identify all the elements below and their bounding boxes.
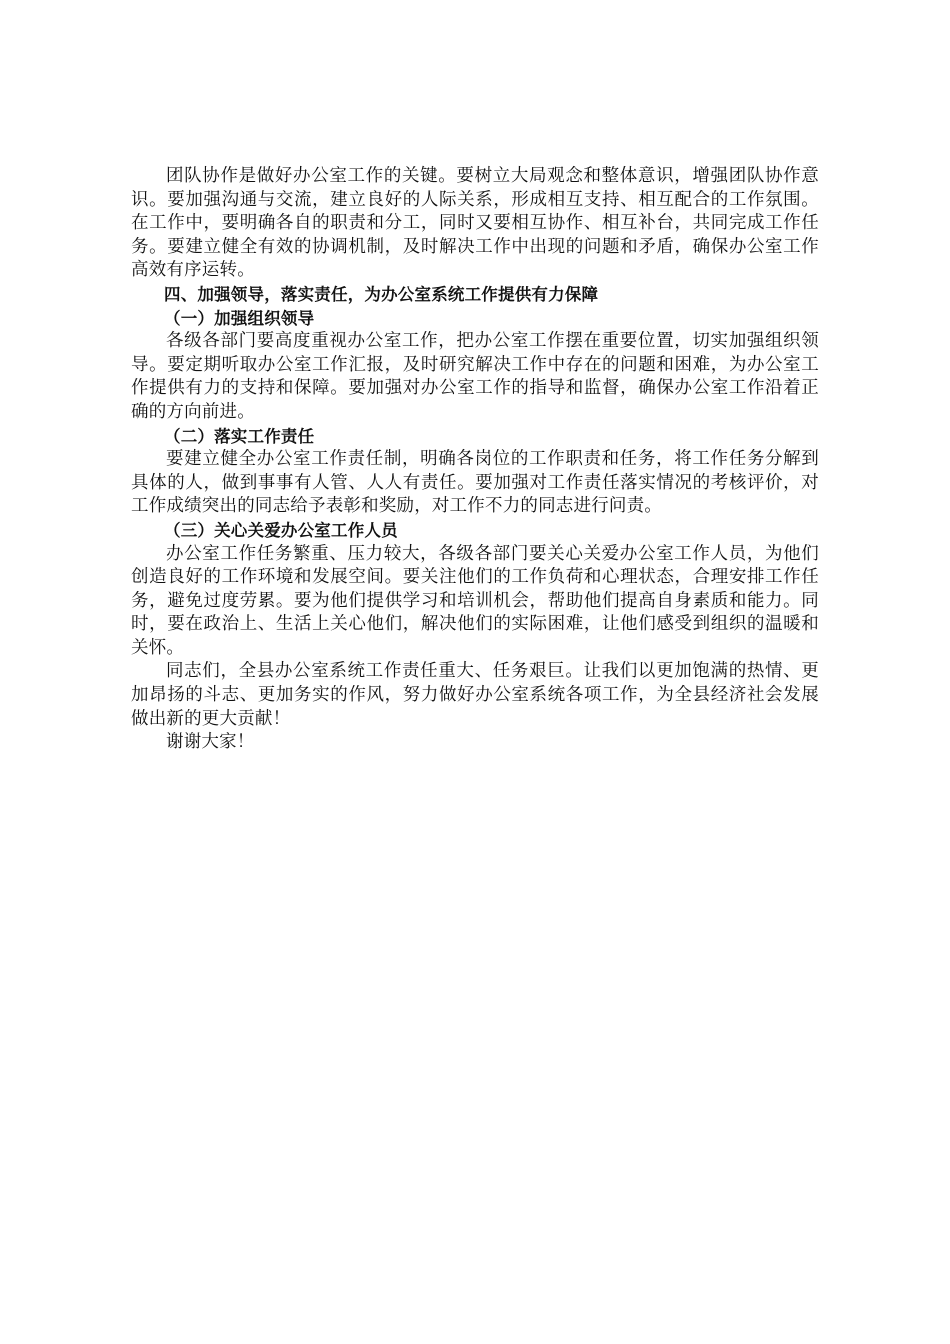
paragraph-care: 办公室工作任务繁重、压力较大，各级各部门要关心关爱办公室工作人员，为他们创造良好的工作环境和发展空间。要关注他们的工作负荷和心理状态，合理安排工作任务，避免过度劳累。要为他们提供学习和培训机会，帮助他们提高自身素质和能力。同时，要在政治上、生活上关心他们，解决他们的实际困难，让他们感受到组织的温暖和关怀。 (131, 543, 819, 658)
paragraph-organization: 各级各部门要高度重视办公室工作，把办公室工作摆在重要位置，切实加强组织领导。要定期听取办公室工作汇报，及时研究解决工作中存在的问题和困难，为办公室工作提供有力的支持和保障。要加强对办公室工作的指导和监督，确保办公室工作沿着正确的方向前进。 (131, 331, 819, 422)
subheading-one: （一）加强组织领导 (164, 308, 315, 328)
subheading-two: （二）落实工作责任 (164, 426, 315, 446)
subheading-three: （三）关心关爱办公室工作人员 (164, 520, 398, 540)
paragraph-closing: 同志们，全县办公室系统工作责任重大、任务艰巨。让我们以更加饱满的热情、更加昂扬的斗志、更加务实的作风，努力做好办公室系统各项工作，为全县经济社会发展做出新的更大贡献！ (131, 661, 819, 729)
paragraph-teamwork: 团队协作是做好办公室工作的关键。要树立大局观念和整体意识，增强团队协作意识。要加强沟通与交流，建立良好的人际关系，形成相互支持、相互配合的工作氛围。在工作中，要明确各自的职责和分工，同时又要相互协作、相互补台，共同完成工作任务。要建立健全有效的协调机制，及时解决工作中出现的问题和矛盾，确保办公室工作高效有序运转。 (131, 166, 819, 281)
section-heading-four: 四、加强领导，落实责任，为办公室系统工作提供有力保障 (164, 284, 599, 304)
paragraph-thanks: 谢谢大家！ (166, 732, 255, 753)
paragraph-responsibility: 要建立健全办公室工作责任制，明确各岗位的工作职责和任务，将工作任务分解到具体的人，做到事事有人管、人人有责任。要加强对工作责任落实情况的考核评价，对工作成绩突出的同志给予表彰和奖励，对工作不力的同志进行问责。 (131, 449, 819, 517)
document-body (131, 165, 819, 755)
